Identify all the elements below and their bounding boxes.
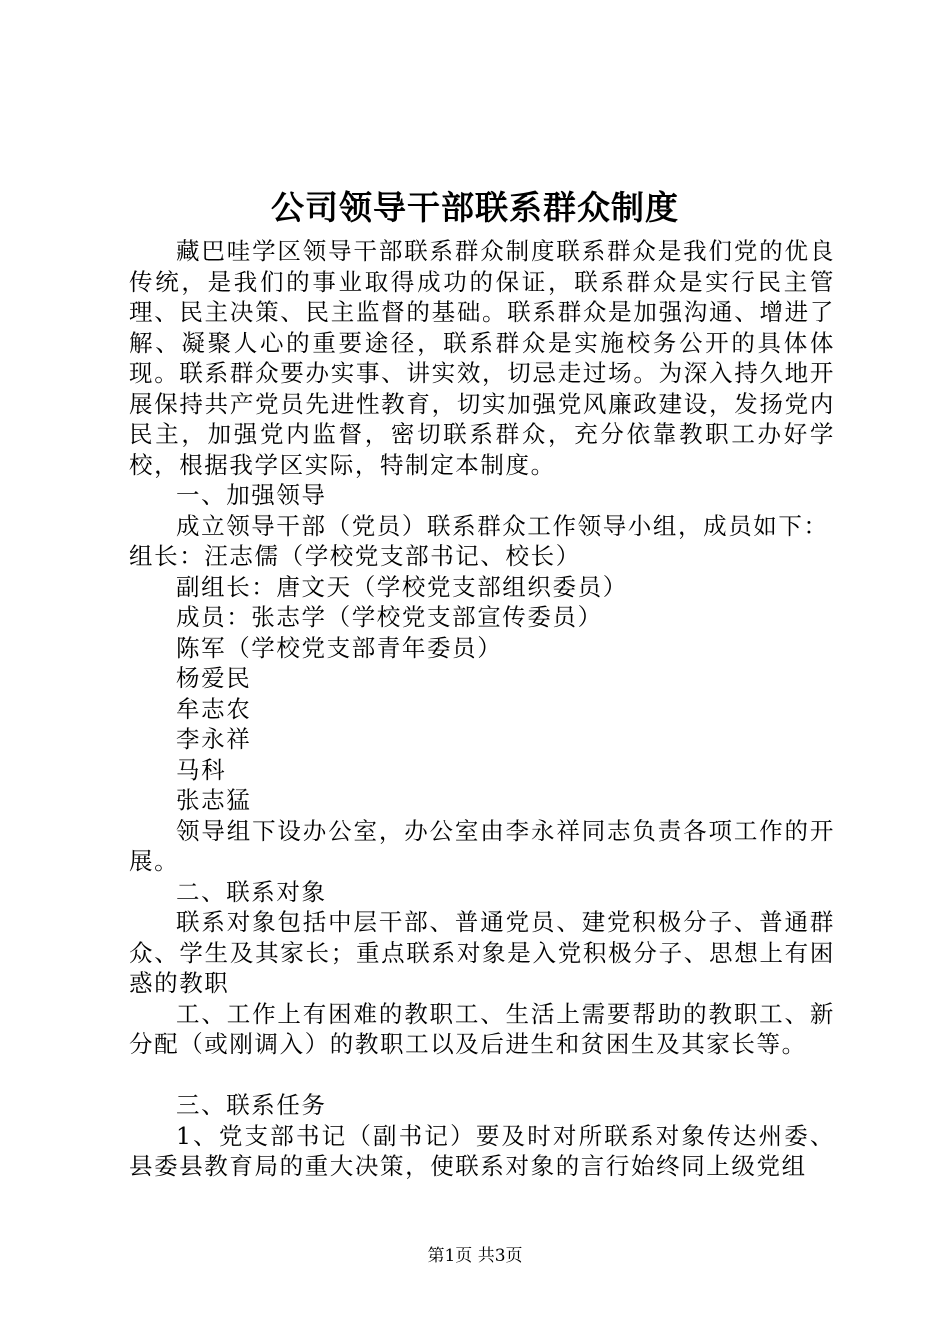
member-line: 马科 <box>176 755 227 784</box>
paragraph-gap <box>129 1060 835 1091</box>
group-leader-line: 组长：汪志儒（学校党支部书记、校长） <box>129 542 581 570</box>
section-heading-tasks: 三、联系任务 <box>176 1091 327 1119</box>
member-line: 杨爱民 <box>176 664 252 692</box>
document-title: 公司领导干部联系群众制度 <box>271 188 679 227</box>
section-heading-contacts: 二、联系对象 <box>176 877 327 906</box>
office-paragraph: 领导组下设办公室，办公室由李永祥同志负责各项工作的开展。 <box>129 816 835 875</box>
member-line: 李永祥 <box>176 725 252 753</box>
intro-paragraph: 藏巴哇学区领导干部联系群众制度联系群众是我们党的优良传统，是我们的事业取得成功的保证，联系群众是实行民主管理、民主决策、民主监督的基础。联系群众是加强沟通、增进了解、凝聚人心的重要途径，联系群众是实施校务公开的具体体现。联系群众要办实事、讲实效，切忌走过场。为深入持久地开展保持共产党员先进性教育，切实加强党风廉政建设，发扬党内民主，加强党内监督，密切联系群众，充分依靠教职工办好学校，根据我学区实际，特制定本制度。 <box>129 237 835 479</box>
member-line: 陈军（学校党支部青年委员） <box>176 633 503 662</box>
contacts-paragraph-continued: 工、工作上有困难的教职工、生活上需要帮助的教职工、新分配（或刚调入）的教职工以及后进生和贫困生及其家长等。 <box>129 999 835 1058</box>
page-footer: 第1页 共3页 <box>427 1246 523 1266</box>
leadership-group-lead: 成立领导干部（党员）联系群众工作领导小组，成员如下： <box>176 511 829 540</box>
member-line: 张志猛 <box>176 786 252 814</box>
section-heading-leadership: 一、加强领导 <box>176 481 327 509</box>
member-line: 牟志农 <box>176 694 252 723</box>
contacts-paragraph: 联系对象包括中层干部、普通党员、建党积极分子、普通群众、学生及其家长；重点联系对象是入党积极分子、思想上有困惑的教职 <box>129 908 835 997</box>
task-item-1: 1、党支部书记（副书记）要及时对所联系对象传达州委、县委县教育局的重大决策，使联系对象的言行始终同上级党组 <box>129 1121 835 1180</box>
deputy-leader-line: 副组长：唐文天（学校党支部组织委员） <box>176 572 628 601</box>
member-line: 成员：张志学（学校党支部宣传委员） <box>176 603 603 631</box>
document-body <box>129 236 835 1182</box>
